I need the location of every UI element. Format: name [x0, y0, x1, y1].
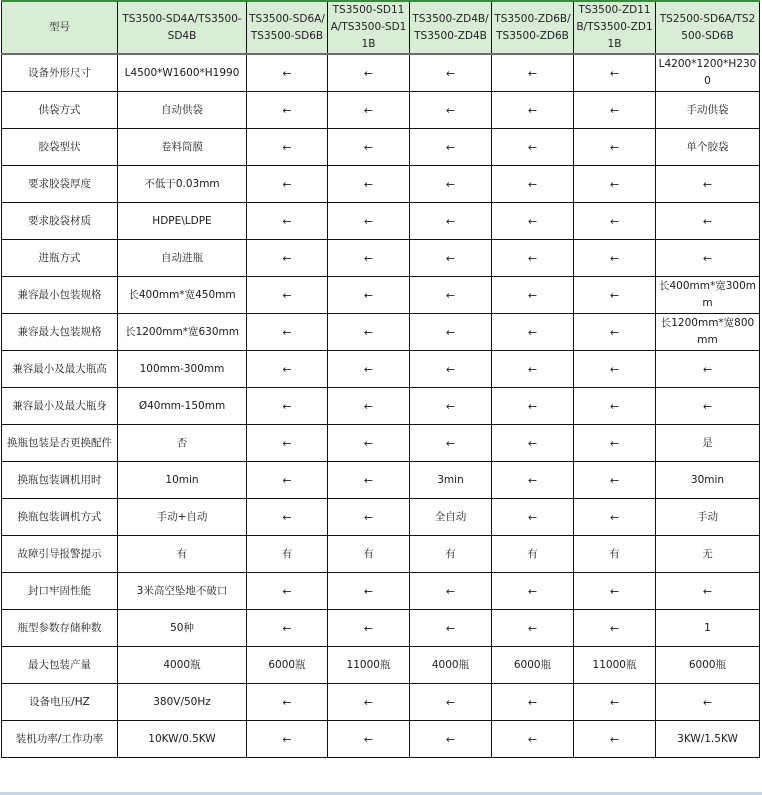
same-as-left-arrow-icon: ←: [247, 277, 328, 314]
row-label: 换瓶包装是否更换配件: [2, 425, 118, 462]
table-cell: 有: [410, 536, 492, 573]
same-as-left-arrow-icon: ←: [410, 92, 492, 129]
same-as-left-arrow-icon: ←: [492, 425, 574, 462]
same-as-left-arrow-icon: ←: [410, 610, 492, 647]
same-as-left-arrow-icon: ←: [328, 240, 410, 277]
same-as-left-arrow-icon: ←: [328, 54, 410, 92]
table-cell: 3min: [410, 462, 492, 499]
same-as-left-arrow-icon: ←: [328, 388, 410, 425]
table-cell: 10KW/0.5KW: [118, 721, 247, 758]
table-cell: 手动+自动: [118, 499, 247, 536]
table-cell: L4500*W1600*H1990: [118, 54, 247, 92]
same-as-left-arrow-icon: ←: [574, 277, 656, 314]
same-as-left-arrow-icon: ←: [247, 610, 328, 647]
table-row: [2, 684, 760, 721]
table-cell: 11000瓶: [328, 647, 410, 684]
same-as-left-arrow-icon: ←: [492, 314, 574, 351]
same-as-left-arrow-icon: ←: [492, 573, 574, 610]
same-as-left-arrow-icon: ←: [328, 684, 410, 721]
table-cell: 6000瓶: [492, 647, 574, 684]
table-cell: L4200*1200*H2300: [656, 54, 760, 92]
same-as-left-arrow-icon: ←: [574, 388, 656, 425]
same-as-left-arrow-icon: ←: [656, 573, 760, 610]
table-cell: 有: [574, 536, 656, 573]
row-label: 胶袋型状: [2, 129, 118, 166]
same-as-left-arrow-icon: ←: [574, 684, 656, 721]
table-cell: 自动进瓶: [118, 240, 247, 277]
same-as-left-arrow-icon: ←: [328, 314, 410, 351]
table-row: [2, 388, 760, 425]
same-as-left-arrow-icon: ←: [410, 388, 492, 425]
same-as-left-arrow-icon: ←: [574, 499, 656, 536]
same-as-left-arrow-icon: ←: [492, 462, 574, 499]
table-cell: 有: [118, 536, 247, 573]
same-as-left-arrow-icon: ←: [656, 166, 760, 203]
same-as-left-arrow-icon: ←: [247, 54, 328, 92]
same-as-left-arrow-icon: ←: [410, 277, 492, 314]
same-as-left-arrow-icon: ←: [574, 351, 656, 388]
table-row: [2, 351, 760, 388]
same-as-left-arrow-icon: ←: [247, 92, 328, 129]
same-as-left-arrow-icon: ←: [656, 351, 760, 388]
table-cell: 100mm-300mm: [118, 351, 247, 388]
column-header-model: TS3500-SD6A/TS3500-SD6B: [247, 1, 328, 54]
table-cell: 长1200mm*宽800mm: [656, 314, 760, 351]
row-label: 封口牢固性能: [2, 573, 118, 610]
same-as-left-arrow-icon: ←: [656, 203, 760, 240]
table-cell: 11000瓶: [574, 647, 656, 684]
same-as-left-arrow-icon: ←: [328, 610, 410, 647]
same-as-left-arrow-icon: ←: [328, 129, 410, 166]
same-as-left-arrow-icon: ←: [247, 684, 328, 721]
same-as-left-arrow-icon: ←: [574, 54, 656, 92]
same-as-left-arrow-icon: ←: [492, 240, 574, 277]
same-as-left-arrow-icon: ←: [656, 240, 760, 277]
same-as-left-arrow-icon: ←: [492, 166, 574, 203]
table-cell: 3米高空坠地不破口: [118, 573, 247, 610]
table-row: [2, 573, 760, 610]
table-cell: HDPE\LDPE: [118, 203, 247, 240]
same-as-left-arrow-icon: ←: [656, 684, 760, 721]
row-label: 装机功率/工作功率: [2, 721, 118, 758]
table-row: [2, 425, 760, 462]
table-cell: 无: [656, 536, 760, 573]
table-cell: 有: [492, 536, 574, 573]
table-cell: 长400mm*宽450mm: [118, 277, 247, 314]
column-header-model: TS3500-ZD11B/TS3500-ZD11B: [574, 1, 656, 54]
same-as-left-arrow-icon: ←: [328, 351, 410, 388]
same-as-left-arrow-icon: ←: [328, 203, 410, 240]
same-as-left-arrow-icon: ←: [492, 203, 574, 240]
same-as-left-arrow-icon: ←: [574, 573, 656, 610]
table-row: [2, 129, 760, 166]
same-as-left-arrow-icon: ←: [410, 129, 492, 166]
table-cell: 有: [247, 536, 328, 573]
row-label: 设备电压/HZ: [2, 684, 118, 721]
table-cell: 长1200mm*宽630mm: [118, 314, 247, 351]
same-as-left-arrow-icon: ←: [328, 425, 410, 462]
same-as-left-arrow-icon: ←: [492, 388, 574, 425]
same-as-left-arrow-icon: ←: [328, 573, 410, 610]
same-as-left-arrow-icon: ←: [410, 203, 492, 240]
table-cell: 6000瓶: [656, 647, 760, 684]
same-as-left-arrow-icon: ←: [492, 129, 574, 166]
table-cell: 否: [118, 425, 247, 462]
table-row: [2, 536, 760, 573]
same-as-left-arrow-icon: ←: [247, 388, 328, 425]
column-header-model: TS3500-SD11A/TS3500-SD11B: [328, 1, 410, 54]
table-cell: 6000瓶: [247, 647, 328, 684]
table-cell: 1: [656, 610, 760, 647]
column-header-model: TS3500-ZD6B/TS3500-ZD6B: [492, 1, 574, 54]
table-cell: 长400mm*宽300mm: [656, 277, 760, 314]
row-label: 故障引导报警提示: [2, 536, 118, 573]
same-as-left-arrow-icon: ←: [247, 573, 328, 610]
same-as-left-arrow-icon: ←: [492, 351, 574, 388]
table-cell: Ø40mm-150mm: [118, 388, 247, 425]
same-as-left-arrow-icon: ←: [328, 462, 410, 499]
same-as-left-arrow-icon: ←: [574, 129, 656, 166]
same-as-left-arrow-icon: ←: [492, 92, 574, 129]
column-header-model: TS3500-SD4A/TS3500-SD4B: [118, 1, 247, 54]
row-label: 进瓶方式: [2, 240, 118, 277]
table-row: [2, 314, 760, 351]
same-as-left-arrow-icon: ←: [247, 462, 328, 499]
same-as-left-arrow-icon: ←: [247, 240, 328, 277]
same-as-left-arrow-icon: ←: [247, 351, 328, 388]
table-row: [2, 462, 760, 499]
table-cell: 自动供袋: [118, 92, 247, 129]
table-row: [2, 240, 760, 277]
table-row: [2, 721, 760, 758]
same-as-left-arrow-icon: ←: [247, 425, 328, 462]
same-as-left-arrow-icon: ←: [410, 54, 492, 92]
table-row: [2, 203, 760, 240]
same-as-left-arrow-icon: ←: [574, 314, 656, 351]
table-cell: 单个胶袋: [656, 129, 760, 166]
table-cell: 不低于0.03mm: [118, 166, 247, 203]
same-as-left-arrow-icon: ←: [410, 240, 492, 277]
same-as-left-arrow-icon: ←: [492, 277, 574, 314]
same-as-left-arrow-icon: ←: [247, 166, 328, 203]
column-header-model: TS2500-SD6A/TS2500-SD6B: [656, 1, 760, 54]
row-label: 兼容最小及最大瓶身: [2, 388, 118, 425]
table-cell: 10min: [118, 462, 247, 499]
same-as-left-arrow-icon: ←: [492, 499, 574, 536]
row-label: 瓶型参数存储种数: [2, 610, 118, 647]
table-row: [2, 499, 760, 536]
table-body: [2, 54, 760, 758]
same-as-left-arrow-icon: ←: [574, 203, 656, 240]
column-header-model: TS3500-ZD4B/TS3500-ZD4B: [410, 1, 492, 54]
same-as-left-arrow-icon: ←: [410, 684, 492, 721]
same-as-left-arrow-icon: ←: [247, 499, 328, 536]
table-row: [2, 647, 760, 684]
same-as-left-arrow-icon: ←: [574, 610, 656, 647]
table-cell: 3KW/1.5KW: [656, 721, 760, 758]
row-label: 换瓶包装调机用时: [2, 462, 118, 499]
row-label: 最大包装产量: [2, 647, 118, 684]
same-as-left-arrow-icon: ←: [574, 462, 656, 499]
same-as-left-arrow-icon: ←: [328, 721, 410, 758]
table-cell: 4000瓶: [410, 647, 492, 684]
same-as-left-arrow-icon: ←: [656, 388, 760, 425]
same-as-left-arrow-icon: ←: [492, 54, 574, 92]
row-label: 要求胶袋材质: [2, 203, 118, 240]
same-as-left-arrow-icon: ←: [574, 166, 656, 203]
same-as-left-arrow-icon: ←: [247, 203, 328, 240]
header-row: [2, 1, 760, 54]
same-as-left-arrow-icon: ←: [410, 425, 492, 462]
same-as-left-arrow-icon: ←: [574, 92, 656, 129]
table-cell: 380V/50Hz: [118, 684, 247, 721]
table-cell: 4000瓶: [118, 647, 247, 684]
table-row: [2, 54, 760, 92]
table-cell: 手动供袋: [656, 92, 760, 129]
same-as-left-arrow-icon: ←: [328, 166, 410, 203]
same-as-left-arrow-icon: ←: [247, 129, 328, 166]
table-row: [2, 92, 760, 129]
table-cell: 50种: [118, 610, 247, 647]
table-cell: 30min: [656, 462, 760, 499]
same-as-left-arrow-icon: ←: [574, 721, 656, 758]
same-as-left-arrow-icon: ←: [410, 166, 492, 203]
same-as-left-arrow-icon: ←: [492, 721, 574, 758]
table-cell: 卷料筒膜: [118, 129, 247, 166]
same-as-left-arrow-icon: ←: [328, 277, 410, 314]
same-as-left-arrow-icon: ←: [247, 721, 328, 758]
same-as-left-arrow-icon: ←: [574, 240, 656, 277]
row-label: 供袋方式: [2, 92, 118, 129]
table-row: [2, 610, 760, 647]
spec-comparison-table: [1, 0, 760, 758]
row-label: 换瓶包装调机方式: [2, 499, 118, 536]
row-label: 要求胶袋厚度: [2, 166, 118, 203]
row-label: 兼容最大包装规格: [2, 314, 118, 351]
same-as-left-arrow-icon: ←: [328, 499, 410, 536]
same-as-left-arrow-icon: ←: [410, 351, 492, 388]
table-row: [2, 166, 760, 203]
same-as-left-arrow-icon: ←: [410, 314, 492, 351]
table-cell: 全自动: [410, 499, 492, 536]
table-row: [2, 277, 760, 314]
table-cell: 是: [656, 425, 760, 462]
row-label: 兼容最小包装规格: [2, 277, 118, 314]
same-as-left-arrow-icon: ←: [492, 610, 574, 647]
table-cell: 有: [328, 536, 410, 573]
same-as-left-arrow-icon: ←: [410, 573, 492, 610]
table-cell: 手动: [656, 499, 760, 536]
same-as-left-arrow-icon: ←: [574, 425, 656, 462]
same-as-left-arrow-icon: ←: [247, 314, 328, 351]
same-as-left-arrow-icon: ←: [328, 92, 410, 129]
spec-table-container: [1, 0, 760, 758]
row-label: 兼容最小及最大瓶高: [2, 351, 118, 388]
same-as-left-arrow-icon: ←: [492, 684, 574, 721]
same-as-left-arrow-icon: ←: [410, 721, 492, 758]
column-header-model-label: 型号: [2, 1, 118, 54]
row-label: 设备外形尺寸: [2, 54, 118, 92]
